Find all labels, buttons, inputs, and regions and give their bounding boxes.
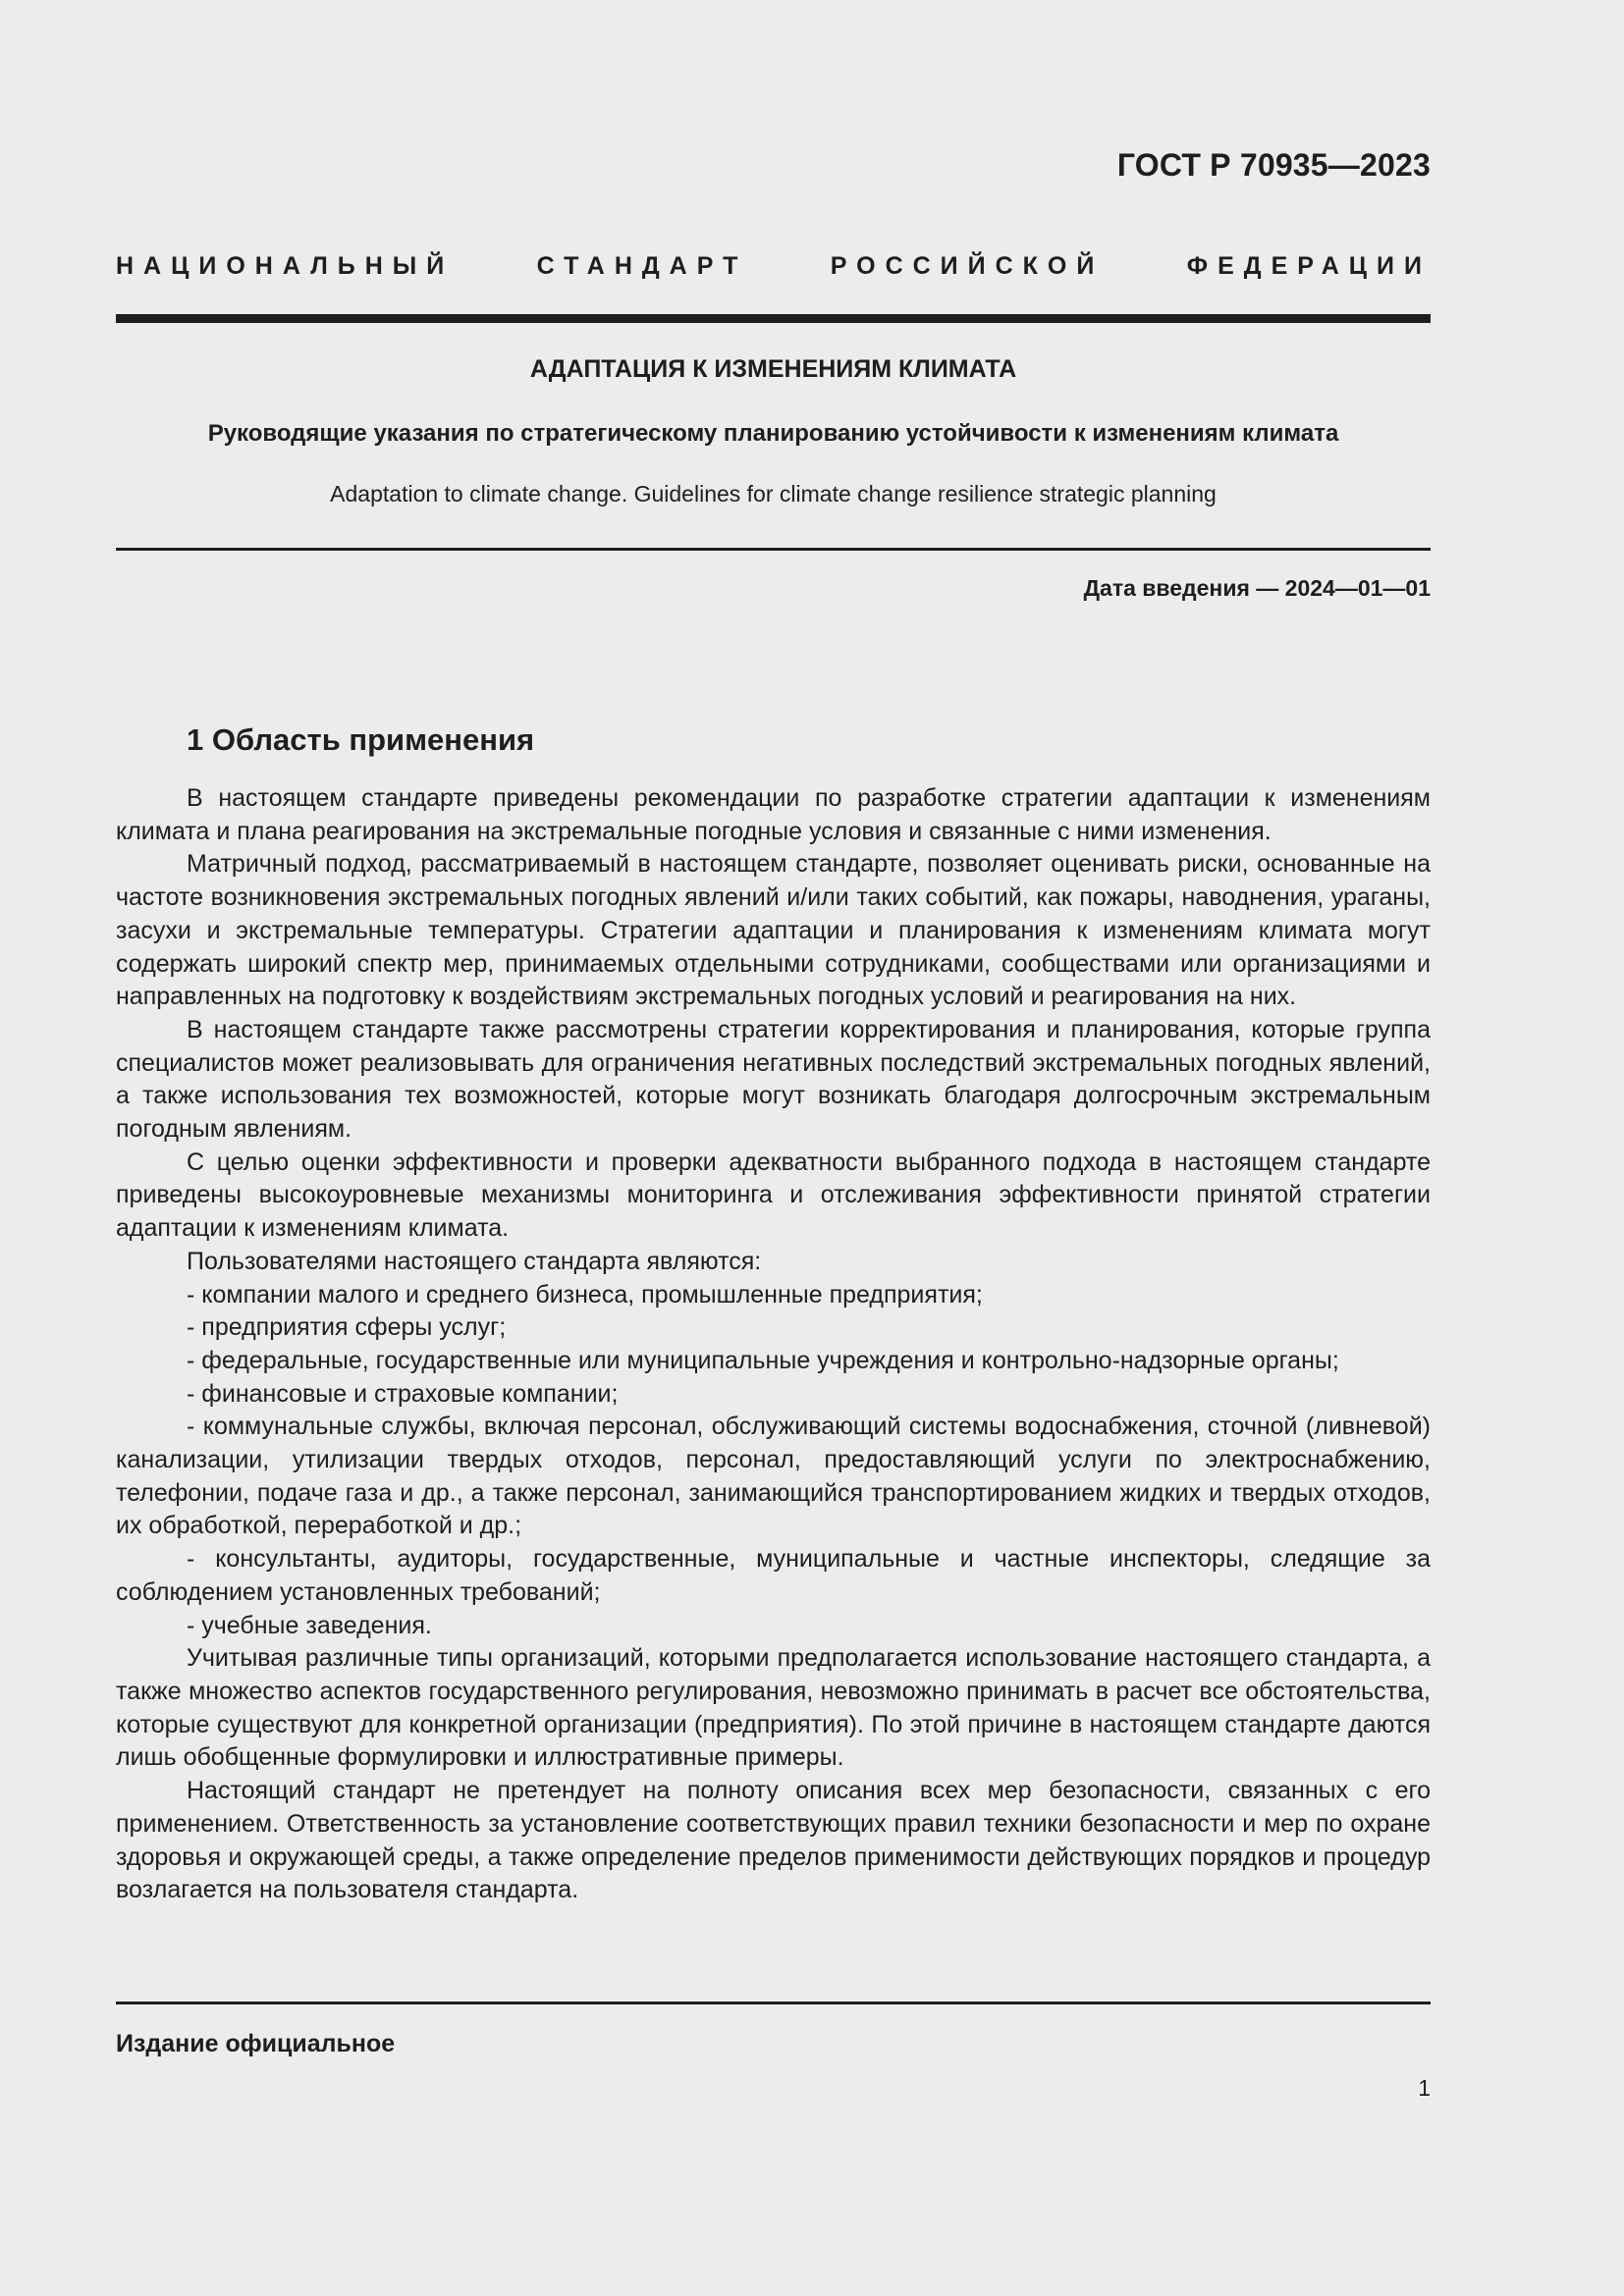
introduction-date: Дата введения — 2024—01—01 — [1083, 575, 1431, 601]
paragraph: В настоящем стандарте приведены рекомендации по разработке стратегии адаптации к изменениям климата и плана реагирования на экстремальные погодные условия и связанные с ними изменения. — [116, 784, 1431, 845]
section-heading: 1 Область применения — [187, 722, 535, 757]
header-divider — [116, 314, 1431, 323]
list-item: - предприятия сферы услуг; — [116, 1311, 1431, 1345]
document-title: АДАПТАЦИЯ К ИЗМЕНЕНИЯМ КЛИМАТА — [529, 355, 1017, 383]
paragraph: Настоящий стандарт не претендует на полноту описания всех мер безопасности, связанных с его применением. Ответственность за установление соответствующих правил техники безопасности и мер по охране здоровья и окружающей среды, а также определение пределов применимости действующих порядков и процедур возлагается на пользователя стандарта. — [116, 1777, 1431, 1904]
document-code: ГОСТ Р 70935—2023 — [1116, 147, 1431, 183]
list-item: - финансовые и страховые компании; — [116, 1378, 1431, 1412]
paragraph: Учитывая различные типы организаций, которыми предполагается использование настоящего стандарта, а также множество аспектов государственного регулирования, невозможно принимать в расчет все обстоятельства, которые существуют для конкретной организации (предприятия). По этой причине в настоящем стандарте даются лишь обобщенные формулировки и иллюстративные примеры. — [116, 1644, 1431, 1772]
paragraph: С целью оценки эффективности и проверки адекватности выбранного подхода в настоящем стандарте приведены высокоуровневые механизмы мониторинга и отслеживания эффективности принятой стратегии адаптации к изменениям климата. — [116, 1148, 1431, 1243]
section-body — [116, 782, 1431, 1907]
paragraph: Пользователями настоящего стандарта являются: — [187, 1247, 762, 1275]
paragraph: В настоящем стандарте также рассмотрены стратегии корректирования и планирования, которые группа специалистов может реализовывать для ограничения негативных последствий экстремальных погодных явлений, а также использования тех возможностей, которые могут возникать благодаря долгосрочным экстремальным погодным явлениям. — [116, 1015, 1431, 1144]
document-subtitle: Руководящие указания по стратегическому планированию устойчивости к изменениям климата — [207, 420, 1339, 447]
national-standard-label: НАЦИОНАЛЬНЫЙ СТАНДАРТ РОССИЙСКОЙ ФЕДЕРАЦИИ — [116, 252, 1432, 280]
footer-divider — [116, 2002, 1431, 2004]
list-item: - коммунальные службы, включая персонал, обслуживающий системы водоснабжения, сточной (ливневой) канализации, утилизации твердых отходов, персонал, предоставляющий услуги по электроснабжению, телефонии, подаче газа и др., а также персонал, занимающийся транспортированием жидких и твердых отходов, их обработкой, переработкой и др.; — [116, 1411, 1431, 1543]
list-item: - консультанты, аудиторы, государственные, муниципальные и частные инспекторы, следящие за соблюдением установленных требований; — [116, 1543, 1431, 1609]
title-divider — [116, 548, 1431, 551]
english-title: Adaptation to climate change. Guidelines for climate change resilience strategic planning — [330, 481, 1217, 507]
list-item: - федеральные, государственные или муниципальные учреждения и контрольно-надзорные органы; — [116, 1345, 1431, 1378]
page-number: 1 — [1418, 2075, 1431, 2101]
list-item: - компании малого и среднего бизнеса, промышленные предприятия; — [116, 1279, 1431, 1312]
edition-label: Издание официальное — [116, 2030, 396, 2057]
list-item: - учебные заведения. — [116, 1610, 1431, 1643]
paragraph: Матричный подход, рассматриваемый в настоящем стандарте, позволяет оценивать риски, основанные на частоте возникновения экстремальных погодных явлений и/или таких событий, как пожары, наводнения, ураганы, засухи и экстремальные температуры. Стратегии адаптации и планирования к изменениям климата могут содержать широкий спектр мер, принимаемых отдельными сотрудниками, сообществами или организациями и направленных на подготовку к воздействиям экстремальных погодных условий и реагирования на них. — [116, 850, 1431, 1011]
